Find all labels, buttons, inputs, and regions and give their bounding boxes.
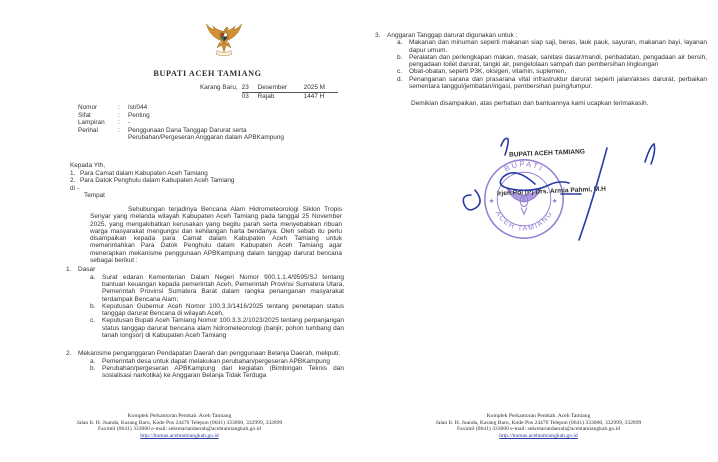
list-subitem: d. Penanganan sarana dan prasarana vital infrastruktur darurat seperti jalan/akses darurat, perbaikan sementara tanggul/jembatan/irigasi, pembersihan puing/lumpur.: [397, 75, 707, 91]
svg-text:ACEH TAMIANG: ACEH TAMIANG: [493, 209, 555, 233]
list-subitem: b. Keputusan Gubernur Aceh Nomor 100.3.3/1416/2025 tentang penetapan status tanggap darurat Bencana di wilayah Aceh,: [90, 302, 344, 318]
svg-text:BUPATI: BUPATI: [502, 159, 546, 174]
section1-title: Dasar: [78, 266, 96, 274]
svg-text:★: ★: [488, 197, 495, 205]
signature-block: [439, 142, 679, 247]
list-subitem: c. Obat-obatan, seperti P3K, oksigen, vitamin, suplemen,: [397, 68, 567, 76]
recipient-item: 1. Para Camat dalam Kabupaten Aceh Tamiang: [70, 169, 208, 177]
list-subitem: b. Peralatan dan perlengkapan makan, masak, sanitasi dasar/mandi, peribadatan, pengadaan air bersih, pengadaan toilet darurat, tangki air, pengelolaan sampah dan pembersihan lingkungan: [397, 53, 707, 69]
list-subitem: a. Surat edaran Kementerian Dalam Negeri Nomor 900.1.1.4/9595/SJ tentang bantuan keuangan kepada pemerintah Aceh, Pemerintah Provinsi Sumatera Utara, Pemerintah Provinsi Sumatera Barat dalam rangka penanganan masyarakat terdampak Bencana Alam;: [90, 273, 344, 303]
recipient-block: [70, 162, 234, 200]
dateline-gregorian: 23 Desember 2025 M: [242, 84, 338, 93]
signature-ink-icon: [439, 132, 679, 252]
list-subitem: a. Pemerintah desa untuk dapat melakukan perubahan/pergeseran APBKampung: [90, 357, 331, 365]
section2-title: Mekanisme penganggaran Pendapatan Daerah dan penggunaan Belanja Daerah, meliputi:: [78, 350, 340, 358]
list-subitem: b. Perubahan/pergeseran APBKampung dari kegiatan (Bimbingan Teknis dan sosialisasi narkotika) ke Anggaran Belanja Tidak Terduga: [90, 364, 344, 380]
list-item-dasar: 1. Dasar a. Surat edaran Kementerian Dalam Negeri Nomor 900.1.1.4/9595/SJ tentang bantuan keuangan kepada pemerintah Aceh, Pemerintah Provinsi Sumatera Utara, Pemerintah Provinsi Sumatera Barat dalam rangka penanganan masyarakat terdampak Bencana Alam; b. Keputusan Gubernur Aceh Nomor 100.3.3/1416/2025 tentang penetapan status tanggap darurat Bencana di wilayah Aceh, c. Keputusan Bupati Aceh Tamiang Nomor 100.3.3.2/1023/2025 tentang perpanjangan status tanggap darurat bencana alam hidrometeorologi (banjir, pohon tumbang dan tanah longsor) di Kabupaten Aceh Tamiang: [66, 266, 344, 340]
closing-paragraph: Demikian disampaikan, atas perhatian dan bantuannya kami ucapkan terimakasih.: [411, 100, 649, 108]
letterhead-title: BUPATI ACEH TAMIANG: [153, 69, 262, 78]
recipient-place: Tempat: [84, 192, 105, 200]
signatory-title: BUPATI ACEH TAMIANG: [508, 148, 586, 159]
dateline-place: Karang Baru,: [200, 84, 238, 91]
footer-line3: Faximil (0641) 333000 e-mail: sekretariatdaerah@acehtamiangkab.go.id: [98, 426, 261, 433]
footer-line1: Komplek Perkantoran Pemkab. Aceh Tamiang: [127, 412, 232, 419]
meta-row-sifat: Sifat : Penting: [78, 111, 150, 119]
signatory-name: Irjen Pol (P) Drs. Armia Pahmi, M.H: [496, 185, 607, 198]
opening-paragraph: Sehubungan terjadinya Bencana Alam Hidrometeorologi Siklon Tropis Senyar yang melanda wilayah Kabupaten Aceh Tamiang pada tanggal 25 November 2025, yang mengakibatkan kerusakan yang begitu parah serta menyebabkan ribuan warga masyarakat mengungsi dan kehilangan harta bendanya. Oleh sebab itu perlu disampaikan kepada para Camat dalam Kabupaten Aceh Tamiang untuk memerintahkan Para Datok Penghulu dalam Kabupaten Aceh Tamiang agar menerapkan mekanisme penggunaan APBKampung dalam tanggap darurat bencana sebagai berikut :: [90, 206, 342, 265]
dateline: [200, 84, 338, 101]
garuda-emblem-icon: [203, 14, 245, 67]
letter-page-2: [359, 0, 718, 462]
letterhead: [62, 14, 345, 78]
meta-row-perihal: Perihal : Penggunaan Dana Tanggap Darurat serta Perubahan/Pergeseran Anggaran dalam APBKampung: [78, 127, 288, 142]
letter-body-page2: [375, 30, 707, 114]
list-subitem: c. Keputusan Bupati Aceh Tamiang Nomor 100.3.3.2/1023/2025 tentang perpanjangan status tanggap darurat bencana alam hidrometeorologi (banjir, pohon tumbang dan tanah longsor) di Kabupaten Aceh Tamiang: [90, 317, 344, 340]
letter-meta: [78, 104, 288, 142]
page2-footer: [369, 413, 708, 440]
meta-row-lampiran: Lampiran : -: [78, 119, 131, 127]
footer-link[interactable]: http://humas.acehtamiangkab.go.id: [140, 433, 219, 440]
recipient-salutation: Kepada Yth,: [70, 162, 106, 169]
recipient-di: di -: [70, 184, 79, 192]
list-item-mekanisme: 2. Mekanisme penganggaran Pendapatan Daerah dan penggunaan Belanja Daerah, meliputi: a. Pemerintah desa untuk dapat melakukan perubahan/pergeseran APBKampung b. Perubahan/pergeseran APBKampung dari kegiatan (Bimbingan Teknis dan sosialisasi narkotika) ke Anggaran Belanja Tidak Terduga: [66, 350, 344, 380]
section3-title: Anggaran Tanggap darurat digunakan untuk :: [387, 32, 518, 39]
letter-subject: Penggunaan Dana Tanggap Darurat serta Perubahan/Pergeseran Anggaran dalam APBKampung: [128, 126, 284, 142]
footer-line1: Komplek Perkantoran Pemkab. Aceh Tamiang: [486, 412, 591, 419]
meta-row-nomor: Nomor : Ist/044: [78, 104, 288, 112]
svg-text:★: ★: [551, 197, 558, 205]
page1-footer: [10, 413, 349, 440]
footer-line3: Faximil (0641) 333000 e-mail: sekretariatdaerah@acehtamiangkab.go.id: [457, 426, 620, 433]
letter-number: Ist/044: [128, 104, 148, 111]
footer-line2: Jalan Ir. H. Juanda, Karang Baru, Kode Pos 24476 Telepon (0641) 333000, 332999, 332899: [435, 419, 642, 426]
footer-line2: Jalan Ir. H. Juanda, Karang Baru, Kode Pos 24476 Telepon (0641) 333000, 332999, 332899: [76, 419, 283, 426]
footer-link[interactable]: http://humas.acehtamiangkab.go.id: [499, 433, 578, 440]
dateline-hijri: 03 Rajab 1447 H: [241, 93, 325, 100]
recipient-item: 2. Para Datok Penghulu dalam Kabupaten Aceh Tamiang: [70, 177, 235, 185]
letter-body-page1: [66, 206, 344, 380]
list-subitem: a. Makanan dan minuman seperti makanan siap saji, beras, lauk pauk, sayuran, makanan bayi, layanan dapur umum.: [397, 39, 707, 54]
list-item-anggaran: 3. Anggaran Tanggap darurat digunakan untuk : a. Makanan dan minuman seperti makanan siap saji, beras, lauk pauk, sayuran, makanan bayi, layanan dapur umum. b. Peralatan dan perlengkapan makan, masak, sanitasi dasar/mandi, peribadatan, pengadaan air bersih, pengadaan toilet darurat, tangki air, pengelolaan sampah dan pembersihan lingkungan c. Obat-obatan, seperti P3K, oksigen, vitamin, suplemen, d. Penanganan sarana dan prasarana vital infrastruktur darurat seperti jalan/akses darurat, perbaikan sementara tanggul/jembatan/irigasi, pembersihan puing/lumpur.: [375, 32, 707, 91]
